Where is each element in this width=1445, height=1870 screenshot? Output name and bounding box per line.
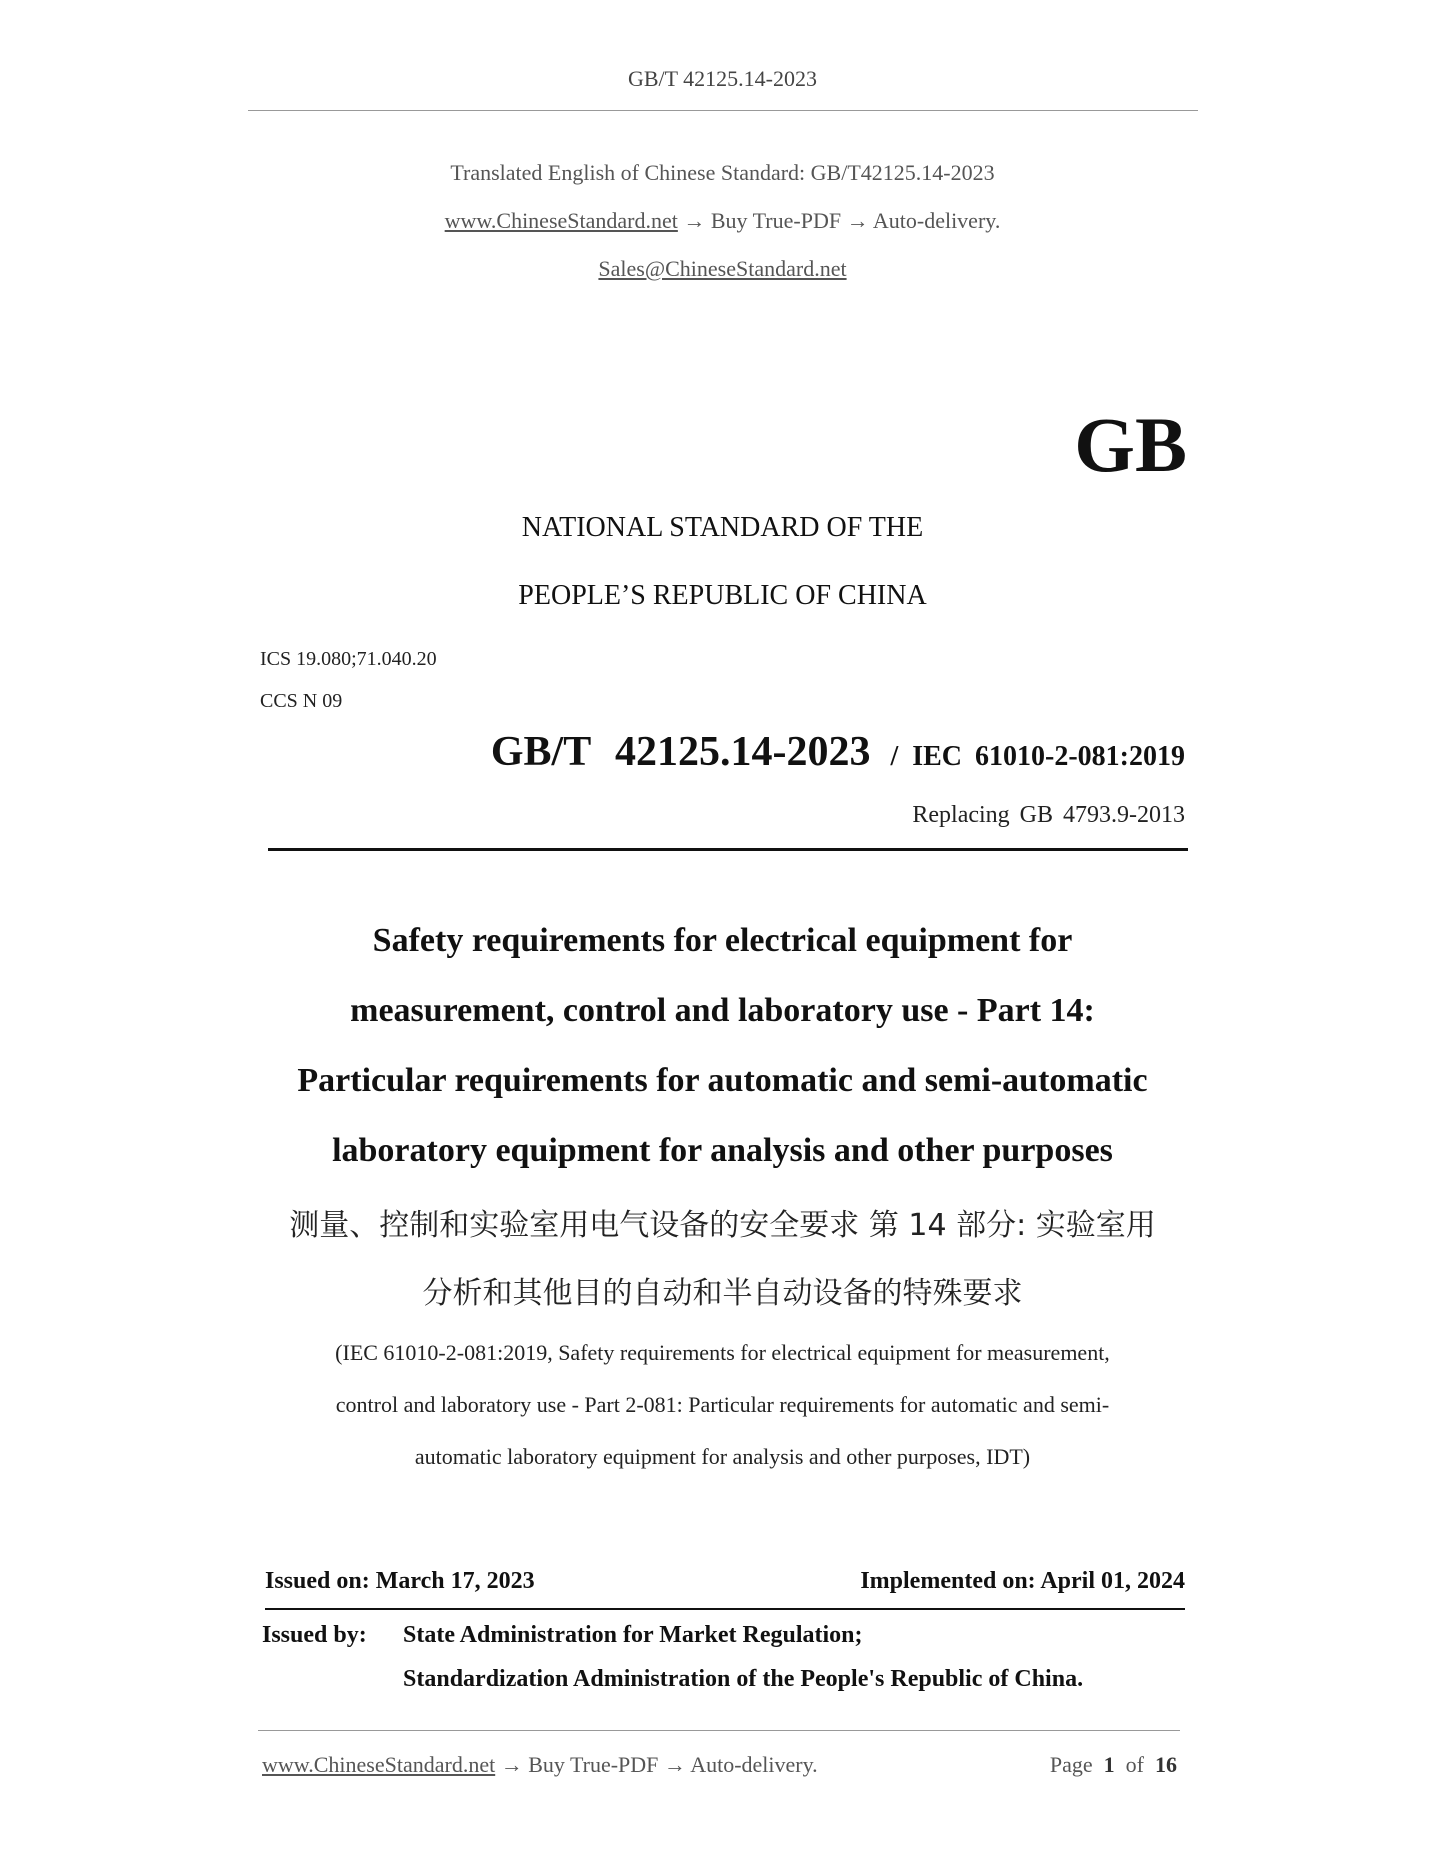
- issuer-line: Standardization Administration of the People's Republic of China.: [403, 1666, 1084, 1692]
- iec-note-line: (IEC 61010-2-081:2019, Safety requirements for electrical equipment for measurement,: [335, 1340, 1110, 1365]
- page-total: 16: [1155, 1752, 1177, 1777]
- page-current: 1: [1103, 1752, 1115, 1777]
- email-line: [0, 256, 1445, 282]
- running-header: GB/T 42125.14-2023: [627, 66, 818, 91]
- title-en-line: Safety requirements for electrical equipment for: [372, 922, 1073, 959]
- header-rule: [248, 110, 1198, 111]
- issued-date: Issued on: March 17, 2023: [265, 1568, 535, 1594]
- footer-site-link[interactable]: www.ChineseStandard.net: [262, 1752, 496, 1777]
- iec-note-line: automatic laboratory equipment for analysis and other purposes, IDT): [414, 1444, 1031, 1469]
- standard-number: [491, 728, 1185, 776]
- dates-rule: [265, 1608, 1185, 1610]
- title-cn-line: 分析和其他目的自动和半自动设备的特殊要求: [422, 1276, 1023, 1311]
- page-of: of: [1125, 1752, 1144, 1777]
- email-link[interactable]: Sales@ChineseStandard.net: [598, 256, 847, 281]
- gb-logo: GB: [1074, 401, 1187, 488]
- number-separator: /: [890, 741, 899, 772]
- issued-by-label: Issued by:: [262, 1622, 367, 1648]
- iec-number: IEC 61010-2-081:2019: [912, 741, 1185, 772]
- site-link[interactable]: www.ChineseStandard.net: [444, 208, 678, 233]
- promo-line: Translated English of Chinese Standard: GB/T42125.14-2023: [450, 160, 995, 185]
- ccs-code: CCS N 09: [260, 690, 343, 712]
- title-cn-line: 测量、控制和实验室用电气设备的安全要求 第 14 部分: 实验室用: [289, 1208, 1156, 1243]
- national-standard-line2: PEOPLE’S REPUBLIC OF CHINA: [518, 580, 927, 611]
- national-standard-line1: NATIONAL STANDARD OF THE: [521, 512, 924, 543]
- buy-text: → Buy True-PDF → Auto-delivery.: [677, 208, 1001, 233]
- page-label: Page: [1049, 1752, 1093, 1777]
- iec-note-line: control and laboratory use - Part 2-081: Particular requirements for automatic and semi-: [335, 1392, 1110, 1417]
- title-rule: [268, 848, 1188, 851]
- footer-rule: [258, 1730, 1180, 1731]
- replacing-note: Replacing GB 4793.9-2013: [912, 802, 1185, 828]
- page-indicator: [1050, 1752, 1177, 1778]
- implemented-date: Implemented on: April 01, 2024: [860, 1568, 1185, 1594]
- promo-buy-line: [0, 208, 1445, 234]
- footer-buy-text: → Buy True-PDF → Auto-delivery.: [495, 1752, 818, 1777]
- title-en-line: measurement, control and laboratory use - Part 14:: [350, 992, 1095, 1029]
- issuer-line: State Administration for Market Regulation;: [403, 1622, 863, 1648]
- dates-row: [265, 1568, 1185, 1595]
- title-en-line: Particular requirements for automatic and semi-automatic: [297, 1062, 1148, 1099]
- title-en-line: laboratory equipment for analysis and other purposes: [332, 1132, 1113, 1169]
- footer-promo: [262, 1752, 818, 1778]
- ics-code: ICS 19.080;71.040.20: [260, 648, 437, 670]
- gb-number: GB/T 42125.14-2023: [490, 729, 871, 775]
